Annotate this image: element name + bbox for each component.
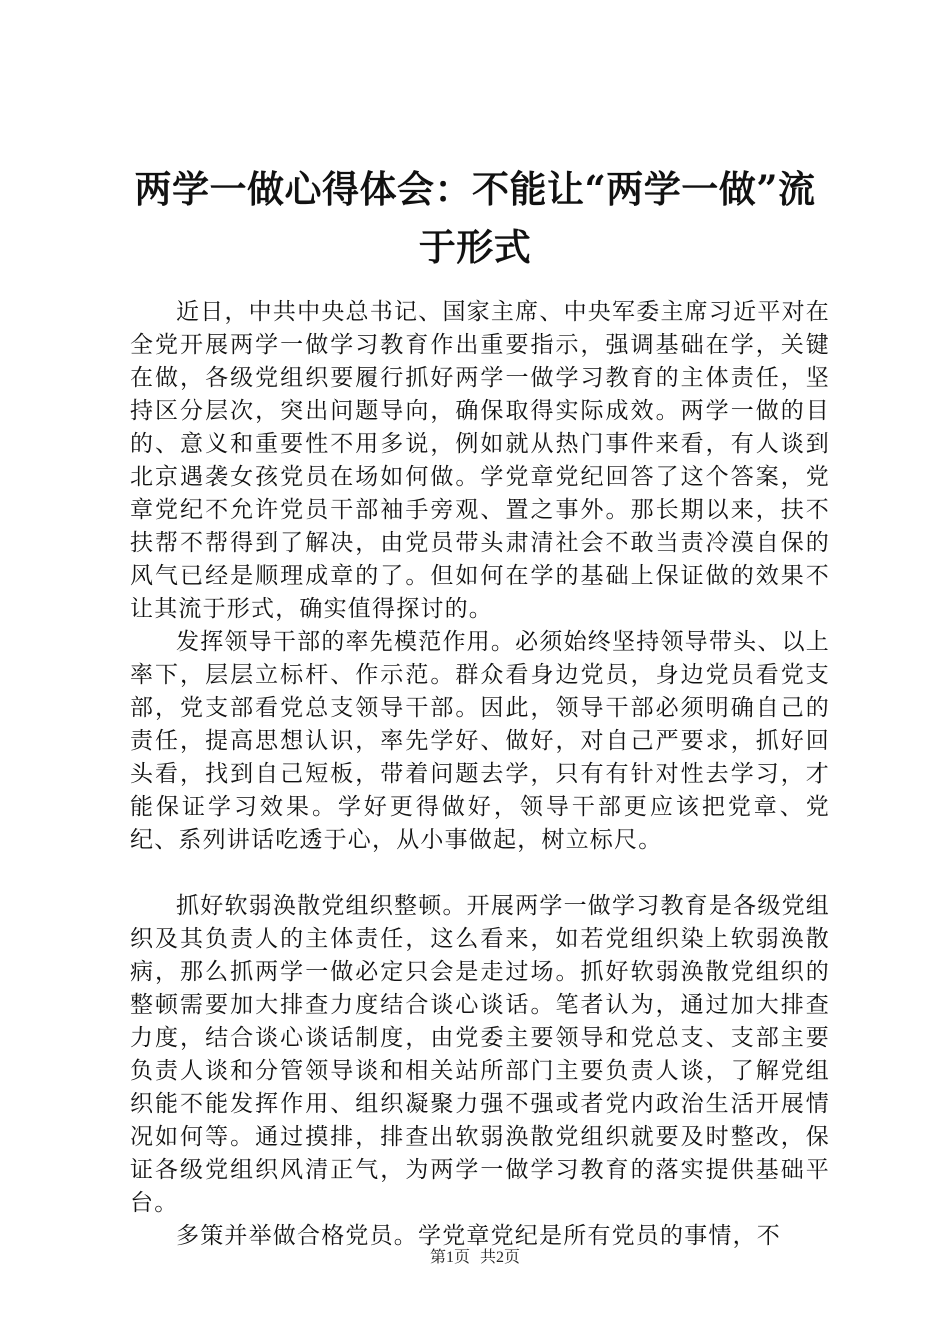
paragraph-intro: 近日，中共中央总书记、国家主席、中央军委主席习近平对在全党开展两学一做学习教育作出重要指示，强调基础在学，关键在做，各级党组织要履行抓好两学一做学习教育的主体责任，坚持区分层次，突出问题导向，确保取得实际成效。两学一做的目的、意义和重要性不用多说，例如就从热门事件来看，有人谈到北京遇袭女孩党员在场如何做。学党章党纪回答了这个答案，党章党纪不允许党员干部袖手旁观、置之事外。那长期以来，扶不扶帮不帮得到了解决，由党员带头肃清社会不敢当责冷漠自保的风气已经是顺理成章的了。但如何在学的基础上保证做的效果不让其流于形式，确实值得探讨的。	[130, 299, 830, 622]
page-footer	[0, 1244, 950, 1267]
page-total: 共2页	[480, 1249, 521, 1266]
paragraph-spacer	[130, 857, 830, 890]
paragraph-members: 多策并举做合格党员。学党章党纪是所有党员的事情，不	[176, 1223, 781, 1249]
paragraph-leaders: 发挥领导干部的率先模范作用。必须始终坚持领导带头、以上率下，层层立标杆、作示范。群众看身边党员，身边党员看党支部，党支部看党总支领导干部。因此，领导干部必须明确自己的责任，提高思想认识，率先学好、做好，对自己严要求，抓好回头看，找到自己短板，带着问题去学，只有有针对性去学习，才能保证学习效果。学好更得做好，领导干部更应该把党章、党纪、系列讲话吃透于心，从小事做起，树立标尺。	[130, 629, 830, 853]
page-number: 第1页	[429, 1249, 470, 1266]
document-title: 两学一做心得体会：不能让“两学一做”流于形式	[134, 167, 816, 269]
paragraph-organization: 抓好软弱涣散党组织整顿。开展两学一做学习教育是各级党组织及其负责人的主体责任，这么看来，如若党组织染上软弱涣散病，那么抓两学一做必定只会是走过场。抓好软弱涣散党组织的整顿需要加大排查力度结合谈心谈话。笔者认为，通过加大排查力度，结合谈心谈话制度，由党委主要领导和党总支、支部主要负责人谈和分管领导谈和相关站所部门主要负责人谈，了解党组织能不能发挥作用、组织凝聚力强不强或者党内政治生活开展情况如何等。通过摸排，排查出软弱涣散党组织就要及时整改，保证各级党组织风清正气，为两学一做学习教育的落实提供基础平台。	[130, 893, 830, 1216]
document-body	[130, 296, 830, 1253]
